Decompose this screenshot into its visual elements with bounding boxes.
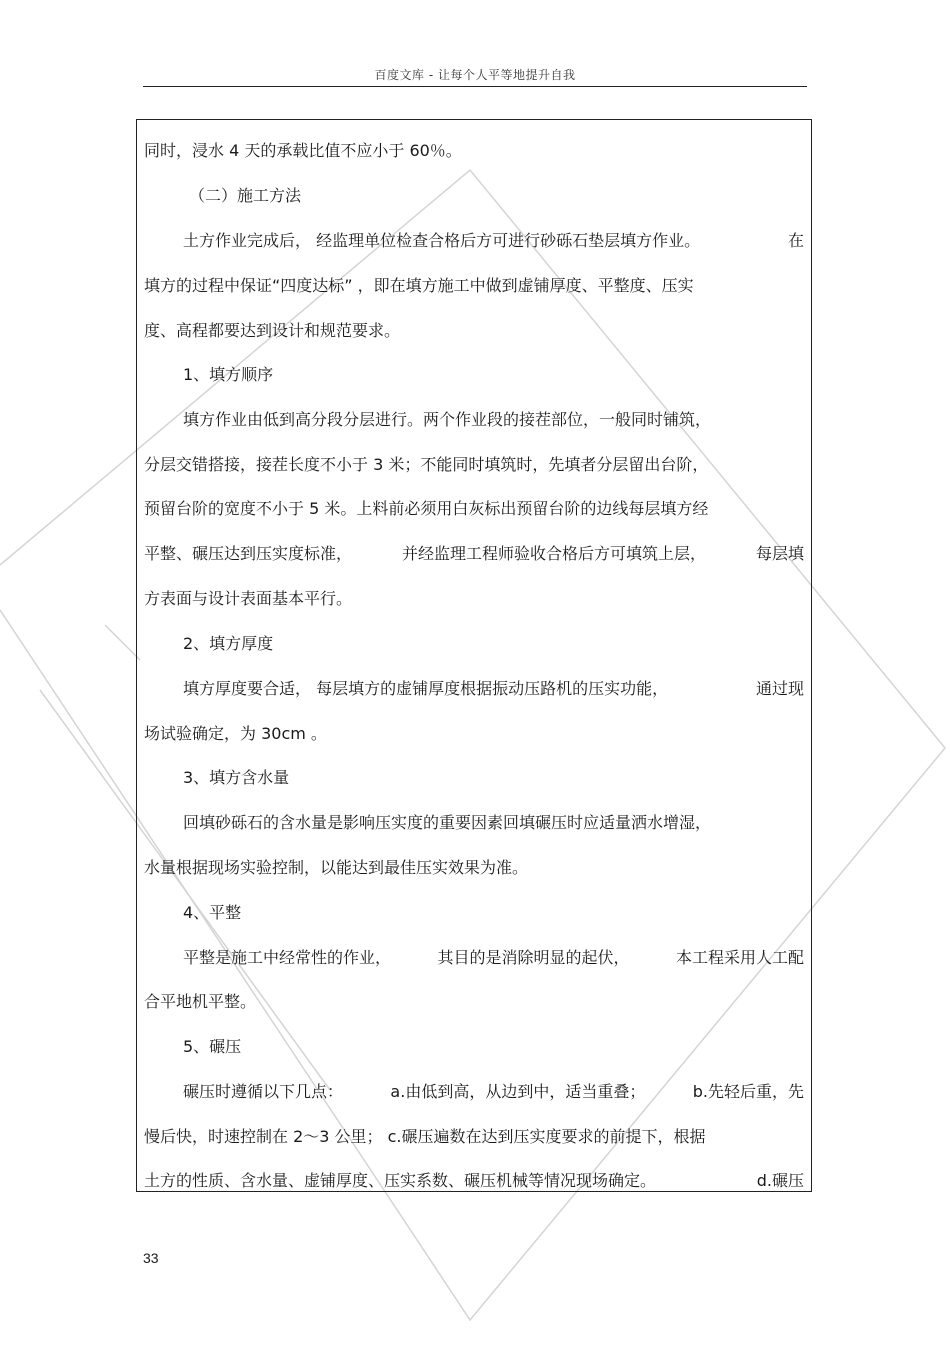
text-segment: 平整是施工中经常性的作业， — [183, 948, 392, 967]
text-segment: 本工程采用人工配 — [675, 948, 804, 967]
text-segment: 每层填 — [755, 544, 804, 563]
paragraph-line: 水量根据现场实验控制，以能达到最佳压实效果为准。 — [144, 858, 529, 877]
paragraph-line: 合平地机平整。 — [144, 992, 257, 1011]
subsection-heading: 4、平整 — [183, 903, 242, 922]
text-segment: a.由低到高，从边到中，适当重叠； — [390, 1082, 646, 1101]
paragraph-line: 方表面与设计表面基本平行。 — [144, 589, 353, 608]
paragraph-line: 场试验确定，为 30cm 。 — [144, 724, 327, 743]
paragraph-line — [144, 1167, 804, 1192]
header-divider — [143, 86, 807, 87]
subsection-heading: 1、填方顺序 — [183, 365, 274, 384]
subsection-heading: 5、碾压 — [183, 1037, 242, 1056]
page-header: 百度文库 - 让每个人平等地提升自我 — [374, 68, 576, 82]
paragraph-line: 度、高程都要达到设计和规范要求。 — [144, 321, 401, 340]
paragraph-line — [144, 540, 804, 568]
text-segment: 碾压时遵循以下几点： — [183, 1082, 344, 1101]
page-number: 33 — [143, 1250, 159, 1266]
paragraph-line: 预留台阶的宽度不小于 5 米。上料前必须用白灰标出预留台阶的边线每层填方经 — [144, 499, 709, 518]
text-segment: 平整、碾压达到压实度标准， — [144, 544, 353, 563]
paragraph-line: 填方的过程中保证“四度达标” ，即在填方施工中做到虚铺厚度、平整度、压实 — [144, 276, 694, 295]
text-segment: 在 — [787, 231, 804, 250]
paragraph-line — [183, 1078, 804, 1106]
paragraph-line — [183, 227, 804, 255]
text-segment: d.碾压 — [756, 1171, 804, 1190]
text-segment: 土方作业完成后， 经监理单位检查合格后方可进行砂砾石垫层填方作业。 — [183, 231, 701, 250]
text-segment: 通过现 — [755, 679, 804, 698]
paragraph-line: 填方作业由低到高分段分层进行。两个作业段的接茬部位，一般同时铺筑， — [183, 410, 712, 429]
paragraph-line — [183, 675, 804, 703]
paragraph-line — [183, 944, 804, 972]
subsection-heading: 2、填方厚度 — [183, 634, 274, 653]
section-heading: （二）施工方法 — [189, 186, 302, 205]
text-segment: 并经监理工程师验收合格后方可填筑上层， — [401, 544, 706, 563]
paragraph-line: 分层交错搭接，接茬长度不小于 3 米；不能同时填筑时，先填者分层留出台阶， — [144, 455, 709, 474]
subsection-heading: 3、填方含水量 — [183, 768, 290, 787]
text-segment: b.先轻后重，先 — [692, 1082, 804, 1101]
text-segment: 土方的性质、含水量、虚铺厚度、压实系数、碾压机械等情况现场确定。 — [144, 1171, 657, 1190]
text-segment: 其目的是消除明显的起伏， — [437, 948, 630, 967]
paragraph-line: 回填砂砾石的含水量是影响压实度的重要因素回填碾压时应适量洒水增湿， — [183, 813, 712, 832]
paragraph-line: 同时，浸水 4 天的承载比值不应小于 60％。 — [144, 141, 462, 160]
content-frame — [136, 119, 812, 1192]
text-segment: 填方厚度要合适， 每层填方的虚铺厚度根据振动压路机的压实功能， — [183, 679, 669, 698]
paragraph-line: 慢后快，时速控制在 2～3 公里； c.碾压遍数在达到压实度要求的前提下，根据 — [144, 1127, 706, 1146]
